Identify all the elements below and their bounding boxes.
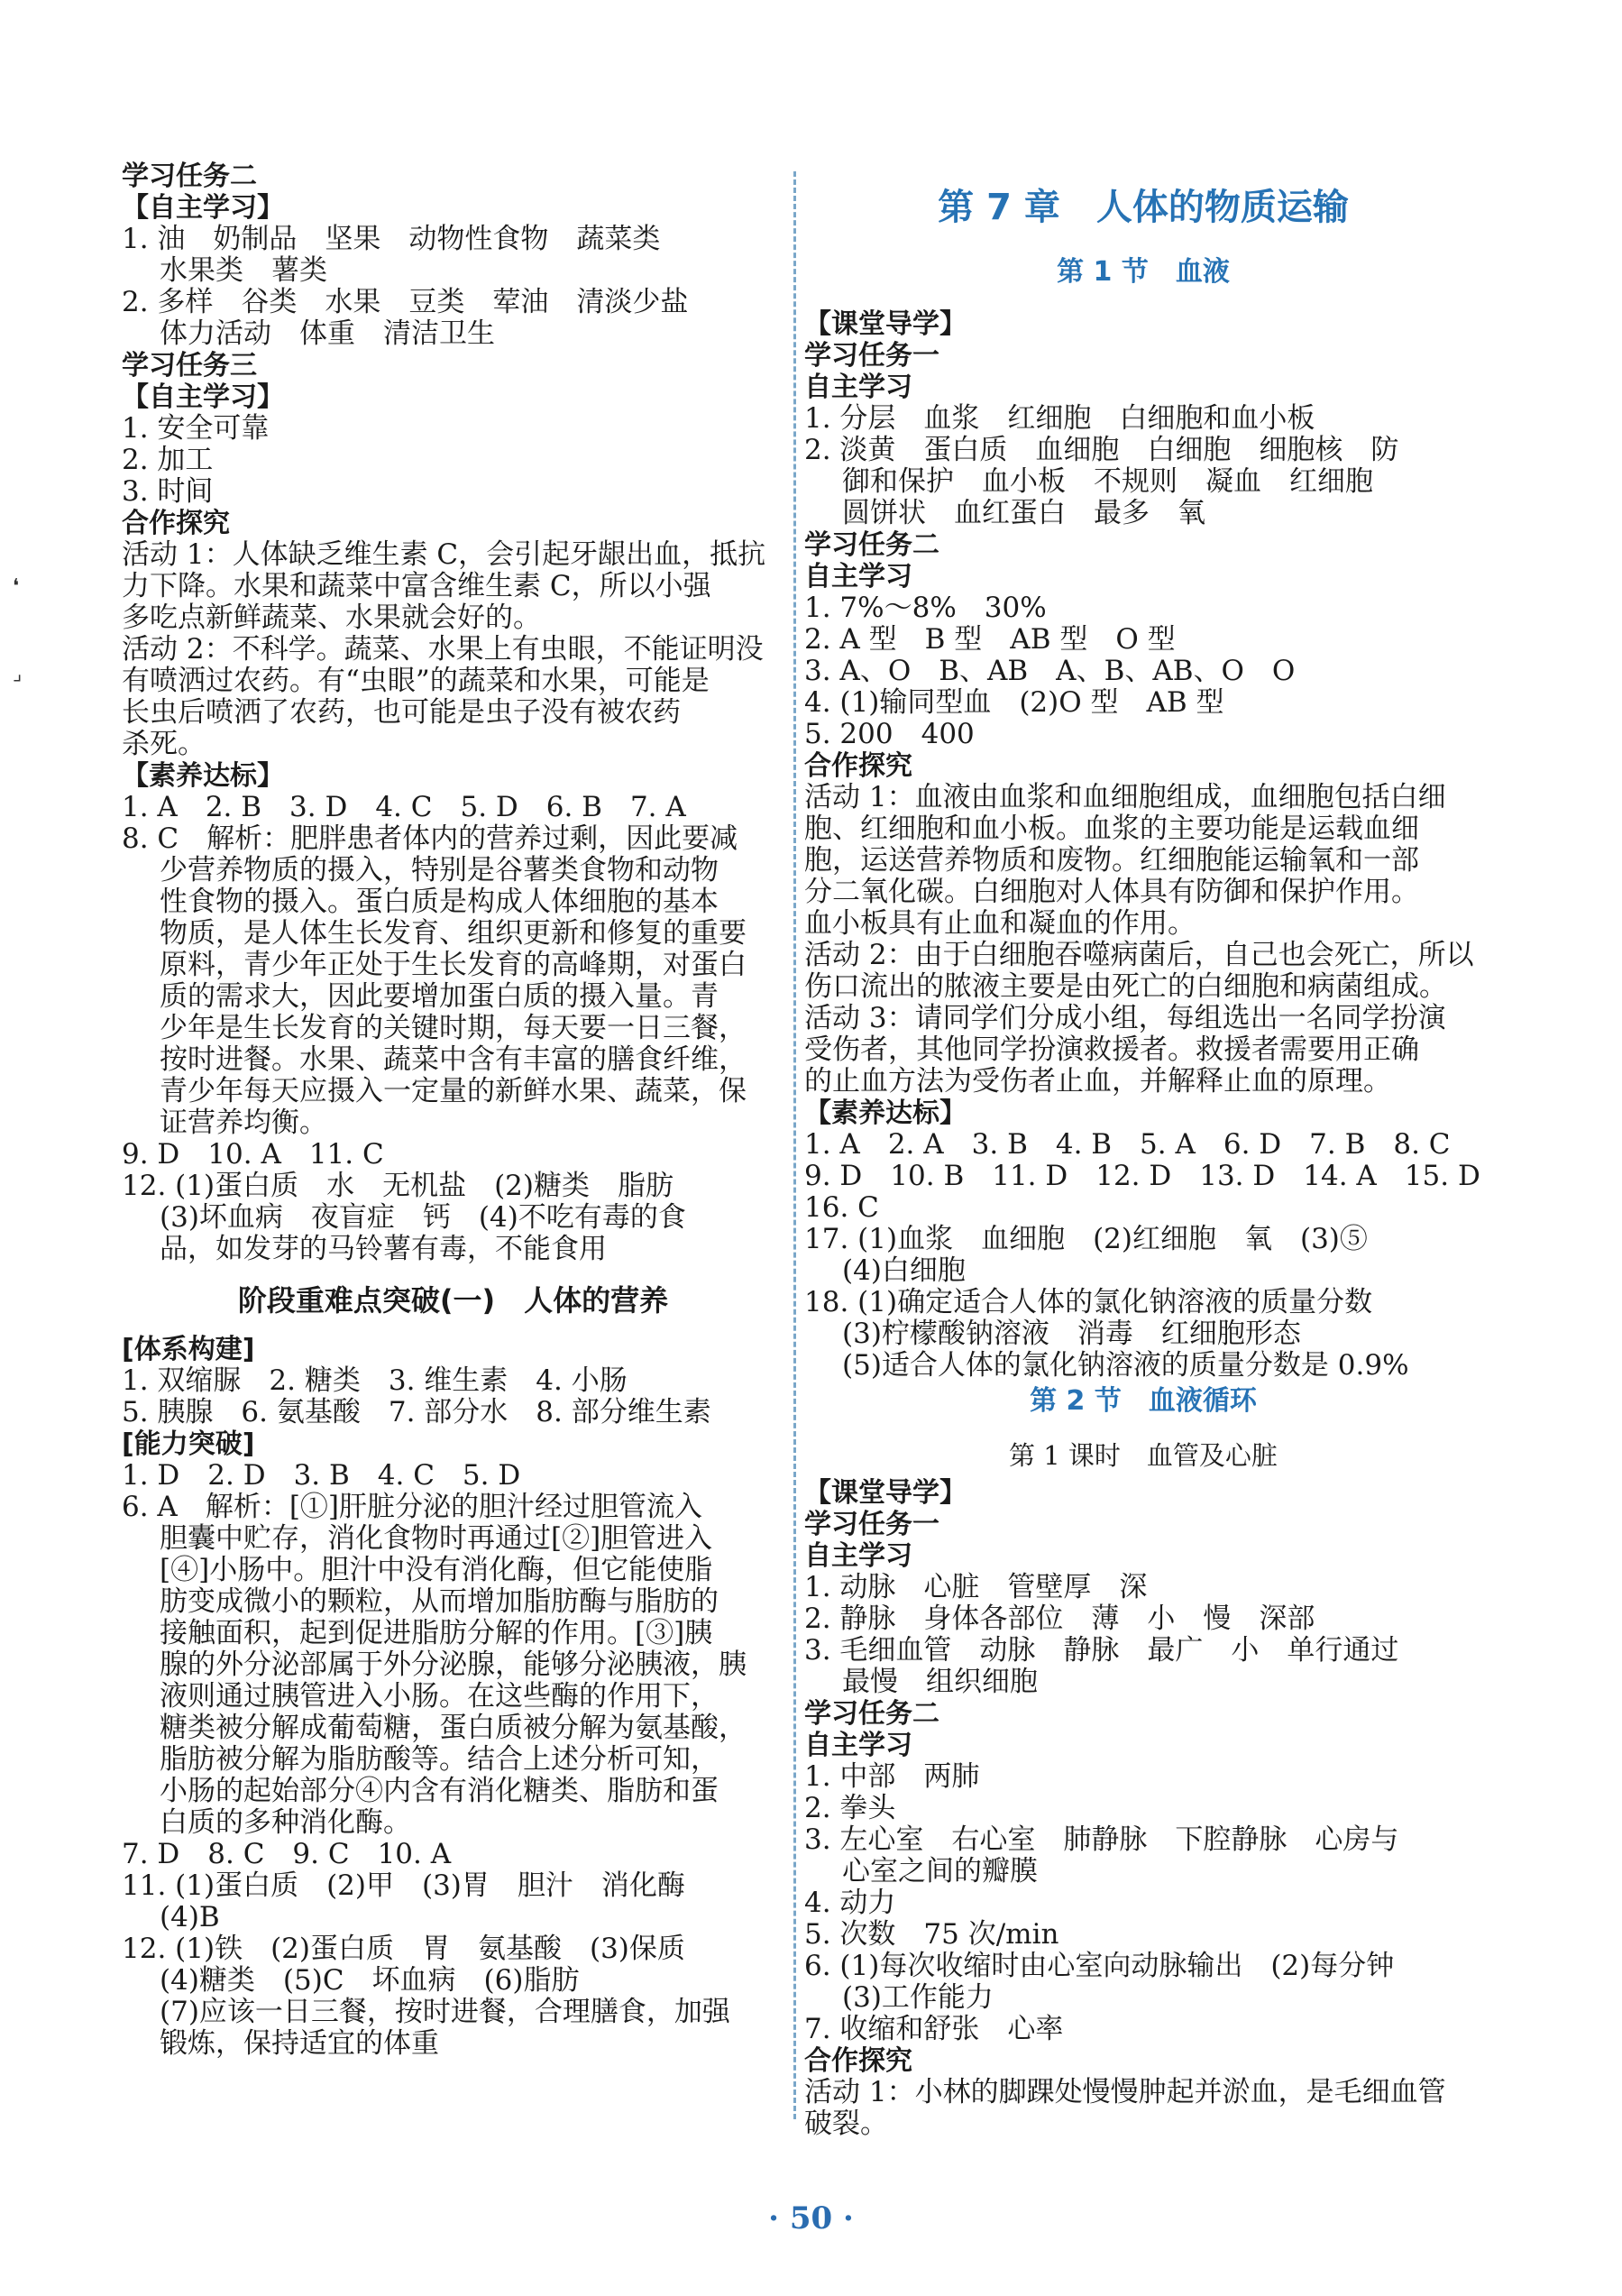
answer-line: 2. 多样 谷类 水果 豆类 荤油 清淡少盐 — [122, 286, 689, 318]
section-heading: [体系构建] — [122, 1334, 255, 1365]
answer-line: 1. 动脉 心脏 管壁厚 深 — [804, 1571, 1148, 1603]
answer-line: 液则通过胰管进入小肠。在这些酶的作用下， — [160, 1680, 719, 1713]
answer-line: 胞、红细胞和血小板。血浆的主要功能是运载血细 — [804, 813, 1419, 845]
section-heading: 合作探究 — [804, 2045, 912, 2077]
answer-line: 3. A、O B、AB A、B、AB、O O — [804, 655, 1296, 687]
answer-line: 1. A 2. B 3. D 4. C 5. D 6. B 7. A — [122, 791, 686, 823]
answer-line: 品，如发芽的马铃薯有毒，不能食用 — [160, 1233, 607, 1265]
answer-line: 白质的多种消化酶。 — [160, 1806, 411, 1839]
answer-line: 2. A 型 B 型 AB 型 O 型 — [804, 623, 1176, 656]
section-heading: 【课堂导学】 — [804, 308, 967, 340]
answer-line: 受伤者，其他同学扮演救援者。救援者需要用正确 — [804, 1033, 1419, 1066]
answer-line: 原料，青少年正处于生长发育的高峰期，对蛋白 — [160, 949, 747, 981]
answer-line: 力下降。水果和蔬菜中富含维生素 C，所以小强 — [122, 570, 711, 602]
section-title: 第 2 节 血液循环 — [1030, 1385, 1257, 1417]
answer-line: 2. 拳头 — [804, 1792, 896, 1824]
section-heading: 自主学习 — [804, 561, 912, 592]
section-heading: [能力突破] — [122, 1428, 255, 1460]
answer-line: 活动 1：人体缺乏维生素 C，会引起牙龈出血，抵抗 — [122, 538, 766, 571]
answer-line: 物质，是人体生长发育、组织更新和修复的重要 — [160, 917, 747, 950]
left-column — [122, 161, 784, 2060]
answer-line: 多吃点新鲜蔬菜、水果就会好的。 — [122, 602, 541, 634]
section-heading: 自主学习 — [804, 1540, 912, 1572]
section-heading: 学习任务二 — [804, 529, 939, 561]
section-heading: 【自主学习】 — [122, 192, 284, 224]
section-heading: 合作探究 — [804, 750, 912, 782]
answer-line: 11. (1)蛋白质 (2)甲 (3)胃 胆汁 消化酶 — [122, 1869, 685, 1902]
answer-line: 胞，运送营养物质和废物。红细胞能运输氧和一部 — [804, 844, 1419, 877]
answer-line: (5)适合人体的氯化钠溶液的质量分数是 0.9% — [842, 1349, 1409, 1382]
section-heading: 【课堂导学】 — [804, 1477, 967, 1509]
answer-line: 体力活动 体重 清洁卫生 — [160, 317, 495, 350]
answer-line: (3)柠檬酸钠溶液 消毒 红细胞形态 — [842, 1318, 1301, 1350]
answer-line: 锻炼，保持适宜的体重 — [160, 2027, 439, 2060]
answer-line: 3. 左心室 右心室 肺静脉 下腔静脉 心房与 — [804, 1823, 1399, 1856]
answer-line: 按时进餐。水果、蔬菜中含有丰富的膳食纤维， — [160, 1043, 747, 1076]
section-heading: 学习任务二 — [122, 161, 257, 192]
answer-line: 少年是生长发育的关键时期，每天要一日三餐， — [160, 1012, 747, 1044]
answer-line: 1. 油 奶制品 坚果 动物性食物 蔬菜类 — [122, 223, 661, 255]
answer-line: 心室之间的瓣膜 — [842, 1855, 1038, 1887]
answer-line: 3. 时间 — [122, 475, 214, 508]
section-title: 第 1 节 血液 — [1057, 256, 1230, 288]
answer-line: (4)糖类 (5)C 坏血病 (6)脂肪 — [160, 1964, 580, 1997]
section-heading: 【自主学习】 — [122, 381, 284, 413]
answer-line: 糖类被分解成葡萄糖，蛋白质被分解为氨基酸， — [160, 1712, 747, 1744]
answer-line: 青少年每天应摄入一定量的新鲜水果、蔬菜，保 — [160, 1075, 747, 1107]
answer-line: 6. (1)每次收缩时由心室向动脉输出 (2)每分钟 — [804, 1950, 1395, 1982]
answer-line: (7)应该一日三餐，按时进餐，合理膳食，加强 — [160, 1996, 730, 2028]
answer-line: 御和保护 血小板 不规则 凝血 红细胞 — [842, 465, 1373, 498]
answer-line: 活动 3：请同学们分成小组，每组选出一名同学扮演 — [804, 1002, 1446, 1034]
answer-line: (4)B — [160, 1901, 220, 1933]
answer-line: 伤口流出的脓液主要是由死亡的白细胞和病菌组成。 — [804, 970, 1447, 1003]
answer-line: 质的需求大，因此要增加蛋白质的摄入量。青 — [160, 980, 719, 1013]
answer-line: 的止血方法为受伤者止血，并解释止血的原理。 — [804, 1065, 1391, 1097]
answer-line: 7. 收缩和舒张 心率 — [804, 2013, 1064, 2045]
page-number: · 50 · — [768, 2200, 854, 2236]
right-column — [804, 180, 1482, 2140]
answer-line: 接触面积，起到促进脂肪分解的作用。[③]胰 — [160, 1617, 713, 1649]
answer-line: 脂肪被分解为脂肪酸等。结合上述分析可知， — [160, 1743, 719, 1776]
answer-line: 证营养均衡。 — [160, 1107, 327, 1139]
answer-line: 少营养物质的摄入，特别是谷薯类食物和动物 — [160, 854, 719, 886]
answer-line: 活动 1：血液由血浆和血细胞组成，血细胞包括白细 — [804, 781, 1446, 813]
answer-line: 1. 安全可靠 — [122, 412, 270, 445]
section-heading: 自主学习 — [804, 372, 912, 403]
answer-line: [④]小肠中。胆汁中没有消化酶，但它能使脂 — [160, 1554, 713, 1586]
answer-line: (4)白细胞 — [842, 1254, 966, 1287]
answer-line: 血小板具有止血和凝血的作用。 — [804, 907, 1196, 940]
answer-line: 6. A 解析：[①]肝脏分泌的胆汁经过胆管流入 — [122, 1491, 703, 1523]
column-divider — [793, 171, 796, 2119]
answer-line: 2. 加工 — [122, 444, 214, 476]
scan-mark: ❛ — [13, 575, 20, 598]
answer-line: 杀死。 — [122, 728, 206, 760]
answer-line: 12. (1)蛋白质 水 无机盐 (2)糖类 脂肪 — [122, 1170, 674, 1202]
answer-line: 1. D 2. D 3. B 4. C 5. D — [122, 1459, 521, 1492]
answer-line: 圆饼状 血红蛋白 最多 氧 — [842, 497, 1205, 529]
scan-mark: ⌟ — [13, 663, 23, 685]
answer-line: 12. (1)铁 (2)蛋白质 胃 氨基酸 (3)保质 — [122, 1933, 685, 1965]
answer-line: 1. 中部 两肺 — [804, 1760, 980, 1793]
section-heading: 自主学习 — [804, 1730, 912, 1761]
answer-line: 腺的外分泌部属于外分泌腺，能够分泌胰液，胰 — [160, 1649, 747, 1681]
answer-line: 9. D 10. B 11. D 12. D 13. D 14. A 15. D — [804, 1160, 1480, 1192]
answer-line: 3. 毛细血管 动脉 静脉 最广 小 单行通过 — [804, 1634, 1399, 1667]
answer-line: 长虫后喷洒了农药，也可能是虫子没有被农药 — [122, 696, 681, 729]
answer-line: 9. D 10. A 11. C — [122, 1138, 384, 1171]
answer-line: (3)工作能力 — [842, 1981, 994, 2014]
answer-line: 18. (1)确定适合人体的氯化钠溶液的质量分数 — [804, 1286, 1373, 1318]
lesson-title: 第 1 课时 血管及心脏 — [1009, 1440, 1278, 1471]
answer-line: (3)坏血病 夜盲症 钙 (4)不吃有毒的食 — [160, 1201, 686, 1234]
answer-line: 16. C — [804, 1191, 879, 1224]
answer-line: 活动 1：小林的脚踝处慢慢肿起并淤血，是毛细血管 — [804, 2076, 1446, 2108]
answer-line: 活动 2：不科学。蔬菜、水果上有虫眼，不能证明没 — [122, 633, 764, 666]
answer-line: 分二氧化碳。白细胞对人体具有防御和保护作用。 — [804, 876, 1419, 908]
answer-line: 4. 动力 — [804, 1887, 896, 1919]
answer-line: 小肠的起始部分④内含有消化糖类、脂肪和蛋 — [160, 1775, 719, 1807]
section-heading: 【素养达标】 — [122, 760, 284, 792]
answer-line: 活动 2：由于白细胞吞噬病菌后，自己也会死亡，所以 — [804, 939, 1474, 971]
answer-line: 2. 静脉 身体各部位 薄 小 慢 深部 — [804, 1603, 1315, 1635]
answer-line: 17. (1)血浆 血细胞 (2)红细胞 氧 (3)⑤ — [804, 1223, 1368, 1255]
section-heading: 学习任务二 — [804, 1698, 939, 1730]
answer-line: 7. D 8. C 9. C 10. A — [122, 1838, 452, 1870]
answer-line: 最慢 组织细胞 — [842, 1666, 1038, 1698]
answer-line: 肪变成微小的颗粒，从而增加脂肪酶与脂肪的 — [160, 1585, 719, 1618]
section-heading: 合作探究 — [122, 508, 230, 539]
section-heading: 学习任务一 — [804, 1509, 939, 1540]
section-heading: 【素养达标】 — [804, 1097, 967, 1129]
section-heading: 学习任务三 — [122, 350, 257, 381]
answer-line: 8. C 解析：肥胖患者体内的营养过剩，因此要减 — [122, 822, 738, 855]
answer-line: 1. 分层 血浆 红细胞 白细胞和血小板 — [804, 402, 1315, 435]
answer-line: 1. 7%～8% 30% — [804, 592, 1047, 624]
answer-line: 1. 双缩脲 2. 糖类 3. 维生素 4. 小肠 — [122, 1364, 628, 1397]
answer-line: 5. 胰腺 6. 氨基酸 7. 部分水 8. 部分维生素 — [122, 1396, 711, 1428]
answer-line: 性食物的摄入。蛋白质是构成人体细胞的基本 — [160, 886, 719, 918]
answer-line: 5. 200 400 — [804, 718, 975, 750]
answer-line: 有喷洒过农药。有“虫眼”的蔬菜和水果，可能是 — [122, 665, 710, 697]
answer-line: 水果类 薯类 — [160, 254, 327, 287]
section-heading: 学习任务一 — [804, 340, 939, 372]
answer-line: 5. 次数 75 次/min — [804, 1918, 1059, 1951]
answer-line: 1. A 2. A 3. B 4. B 5. A 6. D 7. B 8. C — [804, 1128, 1451, 1161]
answer-line: 2. 淡黄 蛋白质 血细胞 白细胞 细胞核 防 — [804, 434, 1399, 466]
chapter-title: 第 7 章 人体的物质运输 — [938, 187, 1349, 228]
answer-line: 胆囊中贮存，消化食物时再通过[②]胆管进入 — [160, 1522, 713, 1555]
stage-title: 阶段重难点突破(一) 人体的营养 — [237, 1283, 669, 1318]
answer-line: 破裂。 — [804, 2108, 888, 2140]
answer-line: 4. (1)输同型血 (2)O 型 AB 型 — [804, 686, 1224, 719]
